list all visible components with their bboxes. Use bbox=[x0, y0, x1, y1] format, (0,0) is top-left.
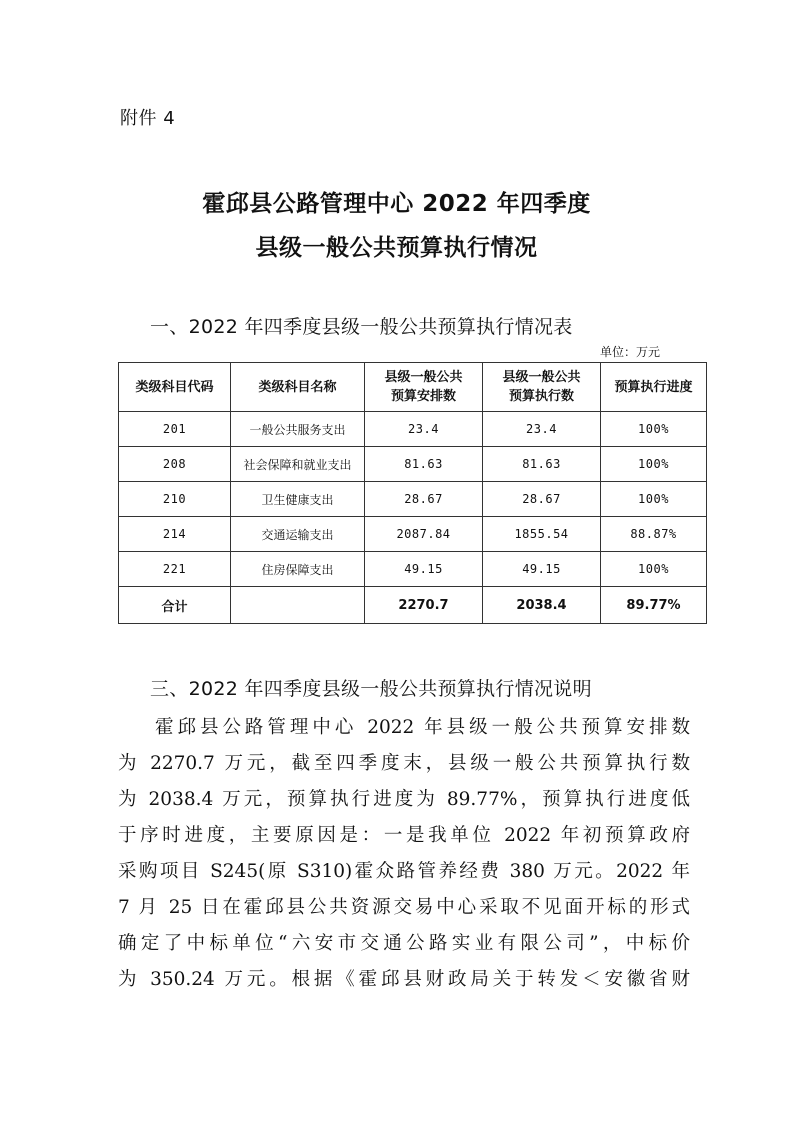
header-name bbox=[231, 363, 365, 412]
explanation-paragraph bbox=[118, 710, 690, 998]
paragraph-line: 霍邱县公路管理中心 2022 年县级一般公共预算安排数 bbox=[155, 717, 690, 738]
cell-code: 208 bbox=[119, 447, 231, 482]
cell-executed: 28.67 bbox=[483, 482, 601, 517]
cell-budget: 23.4 bbox=[365, 412, 483, 447]
paragraph-line: 采购项目 S245(原 S310)霍众路管养经费 380 万元。2022 年 bbox=[118, 861, 690, 882]
header-executed-text: 县级一般公共 预算执行数 bbox=[502, 370, 581, 404]
cell-name: 住房保障支出 bbox=[231, 552, 365, 587]
cell-budget: 81.63 bbox=[365, 447, 483, 482]
total-label: 合计 bbox=[119, 587, 231, 624]
document-title-line-1: 霍邱县公路管理中心 2022 年四季度 bbox=[202, 191, 591, 217]
table-row bbox=[119, 517, 707, 552]
header-progress bbox=[601, 363, 707, 412]
cell-executed: 81.63 bbox=[483, 447, 601, 482]
paragraph-line: 7 月 25 日在霍邱县公共资源交易中心采取不见面开标的形式 bbox=[118, 897, 690, 918]
cell-budget: 28.67 bbox=[365, 482, 483, 517]
budget-execution-table bbox=[118, 362, 707, 624]
header-budget-text: 县级一般公共 预算安排数 bbox=[384, 370, 463, 404]
unit-label: 单位：万元 bbox=[600, 345, 661, 359]
total-budget: 2270.7 bbox=[365, 587, 483, 624]
header-name-text: 类级科目名称 bbox=[258, 379, 337, 395]
cell-executed: 23.4 bbox=[483, 412, 601, 447]
cell-name: 社会保障和就业支出 bbox=[231, 447, 365, 482]
table-row bbox=[119, 482, 707, 517]
cell-code: 210 bbox=[119, 482, 231, 517]
cell-executed: 49.15 bbox=[483, 552, 601, 587]
cell-name: 卫生健康支出 bbox=[231, 482, 365, 517]
cell-executed: 1855.54 bbox=[483, 517, 601, 552]
header-code bbox=[119, 363, 231, 412]
table-total-row bbox=[119, 587, 707, 624]
total-name bbox=[231, 587, 365, 624]
total-progress: 89.77% bbox=[601, 587, 707, 624]
cell-name: 一般公共服务支出 bbox=[231, 412, 365, 447]
paragraph-line: 为 2038.4 万元，预算执行进度为 89.77%，预算执行进度低 bbox=[118, 789, 690, 810]
table-header-row bbox=[119, 363, 707, 412]
cell-budget: 49.15 bbox=[365, 552, 483, 587]
cell-progress: 100% bbox=[601, 412, 707, 447]
header-code-text: 类级科目代码 bbox=[135, 379, 214, 395]
cell-name: 交通运输支出 bbox=[231, 517, 365, 552]
paragraph-line: 于序时进度，主要原因是：一是我单位 2022 年初预算政府 bbox=[118, 825, 690, 846]
header-budget bbox=[365, 363, 483, 412]
cell-code: 201 bbox=[119, 412, 231, 447]
table-row bbox=[119, 552, 707, 587]
cell-progress: 100% bbox=[601, 552, 707, 587]
cell-code: 221 bbox=[119, 552, 231, 587]
table-row bbox=[119, 412, 707, 447]
section-3-heading: 三、2022 年四季度县级一般公共预算执行情况说明 bbox=[150, 678, 592, 700]
paragraph-line: 为 2270.7 万元，截至四季度末，县级一般公共预算执行数 bbox=[118, 753, 690, 774]
cell-budget: 2087.84 bbox=[365, 517, 483, 552]
cell-progress: 100% bbox=[601, 447, 707, 482]
header-executed bbox=[483, 363, 601, 412]
cell-progress: 100% bbox=[601, 482, 707, 517]
document-title-line-2: 县级一般公共预算执行情况 bbox=[255, 235, 538, 261]
table-row bbox=[119, 447, 707, 482]
attachment-label: 附件 4 bbox=[120, 108, 176, 129]
header-progress-text: 预算执行进度 bbox=[614, 379, 693, 395]
cell-progress: 88.87% bbox=[601, 517, 707, 552]
cell-code: 214 bbox=[119, 517, 231, 552]
paragraph-line: 为 350.24 万元。根据《霍邱县财政局关于转发＜安徽省财 bbox=[118, 969, 690, 990]
section-1-heading: 一、2022 年四季度县级一般公共预算执行情况表 bbox=[150, 316, 573, 338]
paragraph-line: 确定了中标单位“六安市交通公路实业有限公司”，中标价 bbox=[118, 933, 690, 954]
total-executed: 2038.4 bbox=[483, 587, 601, 624]
